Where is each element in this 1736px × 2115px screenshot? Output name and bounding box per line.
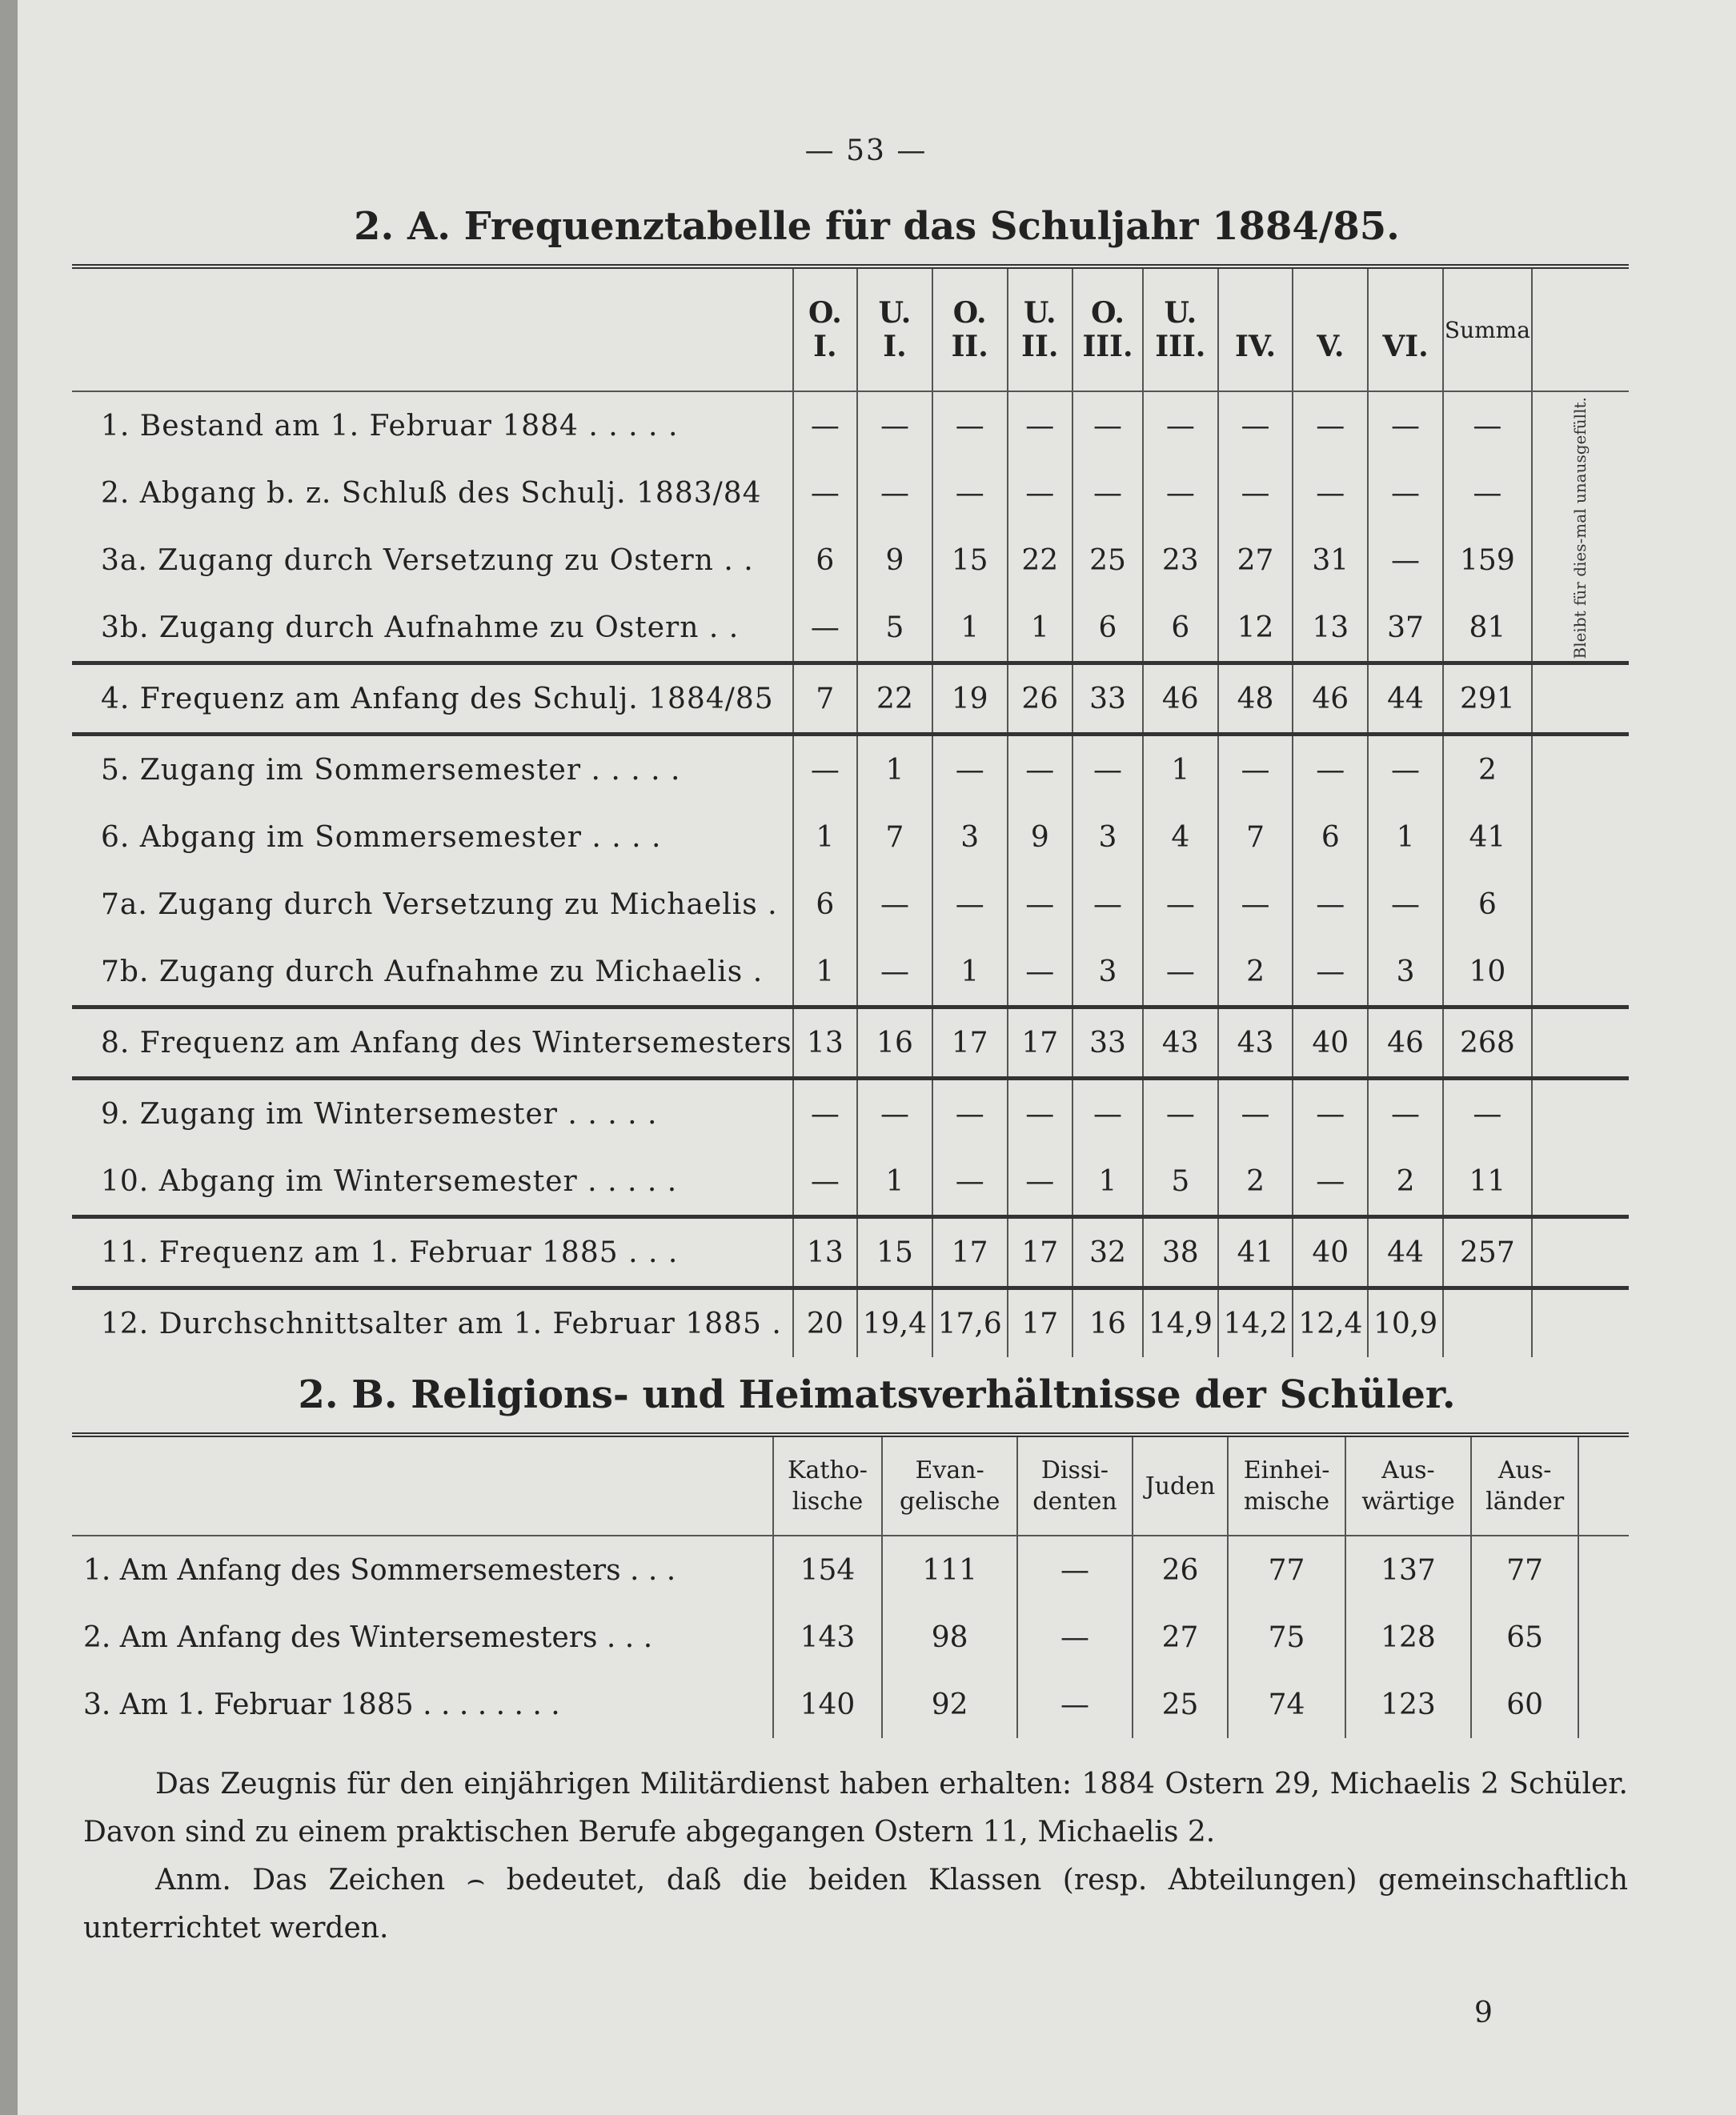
value-cell: — [932,459,1008,527]
value-cell: — [857,1079,932,1148]
value-cell: — [1008,735,1072,804]
value-cell: — [793,735,858,804]
value-cell: — [1218,1079,1293,1148]
value-cell: 1 [857,1148,932,1217]
value-cell: — [857,391,932,459]
value-cell: 22 [857,663,932,735]
paragraph-military-certificate: Das Zeugnis für den einjährigen Militärdienst haben erhalten: 1884 Ostern 29, Michaelis 2 Schüler. Davon sind zu einem praktischen Berufe abgegangen Ostern 11, Michaelis 2. [83,1768,1628,1849]
value-cell: — [1008,1148,1072,1217]
value-cell: 143 [773,1604,882,1671]
value-cell: 17 [932,1007,1008,1079]
row-label: 5. Zugang im Sommersemester . . . . . [72,735,793,804]
table-row [72,938,1629,1007]
value-cell: 23 [1143,527,1218,594]
value-cell: 17 [1008,1007,1072,1079]
value-cell: 128 [1345,1604,1472,1671]
value-cell: — [932,391,1008,459]
value-cell: 98 [882,1604,1017,1671]
sum-cell: — [1443,459,1532,527]
value-cell: — [1072,871,1143,938]
value-cell: 9 [857,527,932,594]
col-header: VI. [1368,266,1443,391]
value-cell: — [1008,938,1072,1007]
value-cell: — [1368,735,1443,804]
col-header: Aus- wärtige [1345,1435,1472,1536]
value-cell: 5 [1143,1148,1218,1217]
value-cell: 33 [1072,1007,1143,1079]
value-cell: 7 [793,663,858,735]
value-cell: 6 [1072,594,1143,663]
value-cell: 7 [1218,803,1293,871]
value-cell: 3 [1072,938,1143,1007]
value-cell: — [1218,391,1293,459]
table-row [72,735,1629,804]
value-cell: 46 [1368,1007,1443,1079]
value-cell: — [1072,459,1143,527]
value-cell: 32 [1072,1217,1143,1288]
value-cell: 1 [932,938,1008,1007]
sum-cell: 6 [1443,871,1532,938]
note-cell [1532,1217,1629,1288]
frequency-table [72,264,1629,1357]
value-cell: 13 [1293,594,1368,663]
value-cell: 5 [857,594,932,663]
value-cell: 2 [1218,938,1293,1007]
value-cell: — [1072,391,1143,459]
value-cell: — [932,1079,1008,1148]
sum-cell: — [1443,1079,1532,1148]
value-cell: 1 [932,594,1008,663]
value-cell: 27 [1133,1604,1229,1671]
value-cell: — [793,1079,858,1148]
label-header [72,266,793,391]
value-cell: 3 [1072,803,1143,871]
row-label: 3a. Zugang durch Versetzung zu Ostern . . [101,543,754,577]
religion-table-body [72,1536,1629,1738]
value-cell: — [1143,391,1218,459]
religion-table [72,1432,1629,1738]
value-cell: 92 [882,1671,1017,1738]
value-cell: — [1143,459,1218,527]
row-label: 12. Durchschnittsalter am 1. Februar 1885 . [72,1288,793,1358]
value-cell: 43 [1143,1007,1218,1079]
value-cell: 14,2 [1218,1288,1293,1358]
sum-cell: 2 [1443,735,1532,804]
value-cell: — [1008,1079,1072,1148]
value-cell: — [857,459,932,527]
value-cell: 13 [793,1217,858,1288]
value-cell: 75 [1228,1604,1345,1671]
row-label: 1. Am Anfang des Sommersemesters . . . [83,1553,676,1587]
value-cell: — [1368,1079,1443,1148]
frequency-table-body [72,391,1629,1357]
table-row [72,459,1629,527]
value-cell: 6 [793,871,858,938]
col-header: Aus- länder [1471,1435,1578,1536]
table-row [72,1148,1629,1217]
value-cell: — [932,1148,1008,1217]
value-cell: — [1143,871,1218,938]
value-cell: — [1293,938,1368,1007]
table-row [72,391,1629,459]
value-cell: 1 [857,735,932,804]
row-label: 6. Abgang im Sommersemester . . . . [101,820,662,854]
note-cell [1532,1007,1629,1079]
value-cell: — [793,391,858,459]
value-cell: 46 [1293,663,1368,735]
table-row [72,1288,1629,1358]
value-cell: — [1368,527,1443,594]
value-cell: — [1218,459,1293,527]
value-cell: — [1293,1079,1368,1148]
table-row [72,1007,1629,1079]
value-cell: — [1008,871,1072,938]
col-header: O. II. [932,266,1008,391]
value-cell: 15 [932,527,1008,594]
value-cell: — [1008,391,1072,459]
note-cell [1532,1148,1629,1217]
value-cell: — [1218,735,1293,804]
value-cell: 111 [882,1536,1017,1604]
row-label: 3. Am 1. Februar 1885 . . . . . . . . [83,1688,560,1721]
value-cell: — [1368,459,1443,527]
value-cell: 40 [1293,1217,1368,1288]
value-cell: 44 [1368,1217,1443,1288]
sum-cell: 11 [1443,1148,1532,1217]
col-header: U. I. [857,266,932,391]
end-cell [1578,1671,1629,1738]
note-cell [1532,663,1629,735]
value-cell: — [793,594,858,663]
row-label: 9. Zugang im Wintersemester . . . . . [72,1079,793,1148]
value-cell: 14,9 [1143,1288,1218,1358]
value-cell: 19 [932,663,1008,735]
value-cell: 154 [773,1536,882,1604]
table-row [72,1604,1629,1671]
value-cell: — [1017,1671,1132,1738]
row-label: 2. Abgang b. z. Schluß des Schulj. 1883/84 [101,476,762,510]
row-label: 7a. Zugang durch Versetzung zu Michaelis . [101,887,778,921]
sum-cell: 10 [1443,938,1532,1007]
value-cell: — [932,871,1008,938]
sum-cell: 41 [1443,803,1532,871]
value-cell: 2 [1218,1148,1293,1217]
row-label: 1. Bestand am 1. Februar 1884 . . . . . [101,409,679,443]
value-cell: — [1072,735,1143,804]
value-cell: — [1072,1079,1143,1148]
value-cell: 65 [1471,1604,1578,1671]
value-cell: 43 [1218,1007,1293,1079]
end-column [1578,1435,1629,1536]
sum-cell: 257 [1443,1217,1532,1288]
value-cell: — [932,735,1008,804]
value-cell: 17 [1008,1217,1072,1288]
document-page [18,0,1736,2115]
value-cell: 1 [793,938,858,1007]
row-label: 4. Frequenz am Anfang des Schulj. 1884/85 [72,663,793,735]
sum-cell: 81 [1443,594,1532,663]
value-cell: 17 [1008,1288,1072,1358]
value-cell: 140 [773,1671,882,1738]
value-cell: 38 [1143,1217,1218,1288]
note-cell [1532,938,1629,1007]
value-cell: 60 [1471,1671,1578,1738]
table-row [72,1536,1629,1604]
value-cell: 22 [1008,527,1072,594]
value-cell: 12,4 [1293,1288,1368,1358]
value-cell: — [857,938,932,1007]
value-cell: 46 [1143,663,1218,735]
signature-number: 9 [1474,1997,1493,2029]
value-cell: 1 [793,803,858,871]
value-cell: 27 [1218,527,1293,594]
col-header: V. [1293,266,1368,391]
label-header [72,1435,773,1536]
note-header [1532,266,1629,391]
value-cell: 19,4 [857,1288,932,1358]
row-label: 8. Frequenz am Anfang des Wintersemesters [72,1007,793,1079]
value-cell: 41 [1218,1217,1293,1288]
sum-cell: — [1443,391,1532,459]
paragraph-note: Anm. Das Zeichen ⌢ bedeutet, daß die beiden Klassen (resp. Abteilungen) gemeinschaftlich unterrichtet werden. [83,1864,1628,1945]
value-cell: 1 [1072,1148,1143,1217]
value-cell: 26 [1133,1536,1229,1604]
end-cell [1578,1604,1629,1671]
table-row [72,1079,1629,1148]
table-row [72,803,1629,871]
note-cell [1532,1079,1629,1148]
value-cell: 137 [1345,1536,1472,1604]
frequency-table-header [72,266,1629,391]
value-cell: 17 [932,1217,1008,1288]
col-header: Evan- gelische [882,1435,1017,1536]
note-cell [1532,803,1629,871]
col-header: O. I. [793,266,858,391]
value-cell: — [1143,938,1218,1007]
value-cell: 77 [1228,1536,1345,1604]
value-cell: 6 [1143,594,1218,663]
value-cell: 17,6 [932,1288,1008,1358]
value-cell: 13 [793,1007,858,1079]
table-row [72,663,1629,735]
value-cell: 16 [857,1007,932,1079]
value-cell: — [1368,391,1443,459]
sum-cell: 268 [1443,1007,1532,1079]
col-header: Dissi- denten [1017,1435,1132,1536]
value-cell: — [1293,735,1368,804]
value-cell: — [1008,459,1072,527]
value-cell: 31 [1293,527,1368,594]
page-binding-edge [0,0,18,2115]
row-label: 7b. Zugang durch Aufnahme zu Michaelis . [101,955,764,988]
value-cell: 15 [857,1217,932,1288]
value-cell: 77 [1471,1536,1578,1604]
row-label: 11. Frequenz am 1. Februar 1885 . . . [72,1217,793,1288]
value-cell: 26 [1008,663,1072,735]
section-b-title: 2. B. Religions- und Heimatsverhältnisse der Schüler. [298,1372,1456,1417]
value-cell: — [1293,391,1368,459]
value-cell: — [1017,1536,1132,1604]
section-a-title: 2. A. Frequenztabelle für das Schuljahr 1884/85. [354,204,1400,249]
col-header: Juden [1133,1435,1229,1536]
table-row [72,871,1629,938]
value-cell: — [1293,1148,1368,1217]
value-cell: 4 [1143,803,1218,871]
sum-header: Summa [1443,266,1532,391]
value-cell: 12 [1218,594,1293,663]
col-header: U. III. [1143,266,1218,391]
value-cell: 20 [793,1288,858,1358]
value-cell: — [1293,871,1368,938]
value-cell: 48 [1218,663,1293,735]
row-label: 10. Abgang im Wintersemester . . . . . [101,1164,678,1198]
value-cell: — [857,871,932,938]
col-header: Katho- lische [773,1435,882,1536]
value-cell: 1 [1008,594,1072,663]
value-cell: 7 [857,803,932,871]
value-cell: — [1293,459,1368,527]
value-cell: 1 [1143,735,1218,804]
value-cell: 37 [1368,594,1443,663]
value-cell: 33 [1072,663,1143,735]
col-header: Einhei- mische [1228,1435,1345,1536]
note-cell [1532,871,1629,938]
value-cell: — [793,459,858,527]
table-row [72,594,1629,663]
value-cell: 9 [1008,803,1072,871]
end-cell [1578,1536,1629,1604]
note-cell [1532,1288,1629,1358]
col-header: U. II. [1008,266,1072,391]
row-label: 3b. Zugang durch Aufnahme zu Ostern . . [101,611,740,644]
value-cell: 1 [1368,803,1443,871]
note-cell [1532,735,1629,804]
value-cell: 25 [1133,1671,1229,1738]
value-cell: 74 [1228,1671,1345,1738]
col-header: O. III. [1072,266,1143,391]
value-cell: 6 [1293,803,1368,871]
sum-cell: 291 [1443,663,1532,735]
value-cell: — [1368,871,1443,938]
row-label: 2. Am Anfang des Wintersemesters . . . [83,1620,653,1654]
value-cell: 3 [1368,938,1443,1007]
sum-cell: 159 [1443,527,1532,594]
value-cell: — [1143,1079,1218,1148]
value-cell: 44 [1368,663,1443,735]
table-row [72,527,1629,594]
value-cell: 3 [932,803,1008,871]
value-cell: 2 [1368,1148,1443,1217]
value-cell: 6 [793,527,858,594]
note-cell: Bleibt für dies-mal unausgefüllt. [1532,391,1629,663]
value-cell: 10,9 [1368,1288,1443,1358]
table-row [72,1671,1629,1738]
table-row [72,1217,1629,1288]
value-cell: 123 [1345,1671,1472,1738]
value-cell: 40 [1293,1007,1368,1079]
value-cell: — [1017,1604,1132,1671]
value-cell: 16 [1072,1288,1143,1358]
sum-cell [1443,1288,1532,1358]
value-cell: 25 [1072,527,1143,594]
col-header: IV. [1218,266,1293,391]
value-cell: — [793,1148,858,1217]
religion-table-header [72,1435,1629,1536]
page-number: — 53 — [804,134,928,167]
value-cell: — [1218,871,1293,938]
